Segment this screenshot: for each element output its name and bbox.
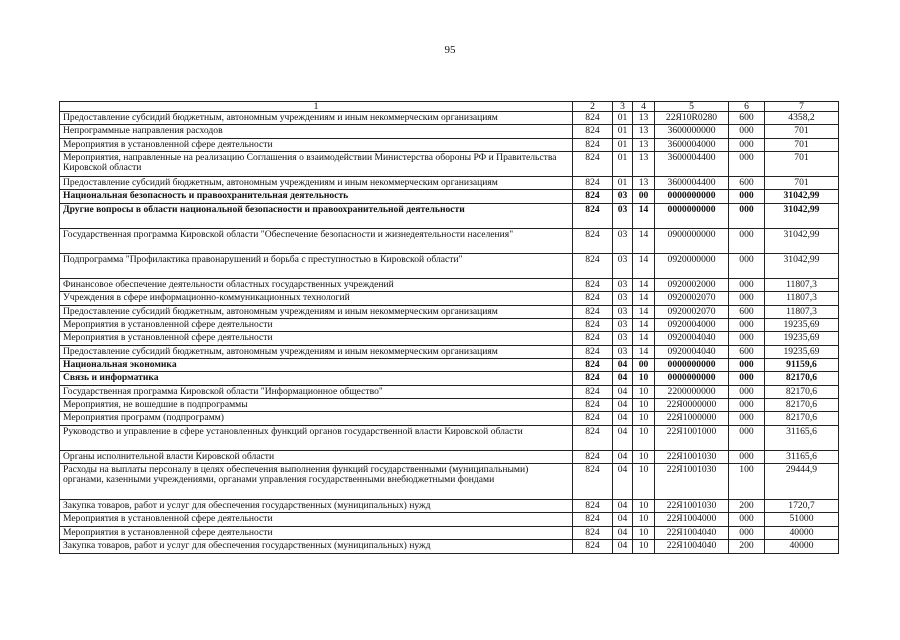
column-header: 7 xyxy=(765,102,839,112)
row-target-cell: 0000000000 xyxy=(655,372,729,385)
row-type-cell: 200 xyxy=(729,540,765,553)
row-type-cell: 000 xyxy=(729,190,765,203)
row-type-cell: 600 xyxy=(729,345,765,358)
row-subsection-cell: 10 xyxy=(633,450,655,463)
row-name-cell: Непрограммные направления расходов xyxy=(60,125,573,138)
row-section-cell: 01 xyxy=(613,152,633,177)
row-target-cell: 22Я1004040 xyxy=(655,540,729,553)
table-row xyxy=(60,278,839,291)
row-section-cell: 03 xyxy=(613,190,633,203)
row-subsection-cell: 14 xyxy=(633,228,655,253)
row-amount-cell: 11807,3 xyxy=(765,292,839,305)
table-row xyxy=(60,464,839,500)
row-type-cell: 000 xyxy=(729,125,765,138)
row-target-cell: 22Я1001030 xyxy=(655,450,729,463)
row-type-cell: 000 xyxy=(729,385,765,398)
row-target-cell: 3600004400 xyxy=(655,152,729,177)
row-section-cell: 03 xyxy=(613,203,633,228)
row-type-cell: 600 xyxy=(729,305,765,318)
row-name-cell: Закупка товаров, работ и услуг для обеспечения государственных (муниципальных) нужд xyxy=(60,500,573,513)
row-subsection-cell: 13 xyxy=(633,112,655,125)
row-section-cell: 04 xyxy=(613,385,633,398)
row-target-cell: 22Я1001030 xyxy=(655,500,729,513)
row-amount-cell: 82170,6 xyxy=(765,399,839,412)
column-header: 4 xyxy=(633,102,655,112)
row-subsection-cell: 10 xyxy=(633,500,655,513)
row-target-cell: 0000000000 xyxy=(655,358,729,371)
row-target-cell: 3600004000 xyxy=(655,138,729,151)
table-row xyxy=(60,526,839,539)
row-code-cell: 824 xyxy=(573,305,613,318)
row-type-cell: 600 xyxy=(729,112,765,125)
row-subsection-cell: 10 xyxy=(633,540,655,553)
row-type-cell: 000 xyxy=(729,412,765,425)
row-code-cell: 824 xyxy=(573,138,613,151)
row-section-cell: 04 xyxy=(613,399,633,412)
table-row xyxy=(60,540,839,553)
row-target-cell: 0000000000 xyxy=(655,190,729,203)
row-code-cell: 824 xyxy=(573,540,613,553)
row-section-cell: 01 xyxy=(613,138,633,151)
row-code-cell: 824 xyxy=(573,228,613,253)
row-subsection-cell: 14 xyxy=(633,305,655,318)
row-target-cell: 0920004000 xyxy=(655,318,729,331)
row-code-cell: 824 xyxy=(573,464,613,500)
row-section-cell: 04 xyxy=(613,540,633,553)
table-row xyxy=(60,125,839,138)
row-target-cell: 22Я1001000 xyxy=(655,425,729,450)
row-subsection-cell: 14 xyxy=(633,292,655,305)
row-code-cell: 824 xyxy=(573,332,613,345)
row-subsection-cell: 10 xyxy=(633,513,655,526)
row-section-cell: 03 xyxy=(613,292,633,305)
row-target-cell: 22Я1000000 xyxy=(655,412,729,425)
row-code-cell: 824 xyxy=(573,190,613,203)
row-subsection-cell: 00 xyxy=(633,190,655,203)
column-header: 5 xyxy=(655,102,729,112)
row-type-cell: 600 xyxy=(729,177,765,190)
row-code-cell: 824 xyxy=(573,450,613,463)
row-amount-cell: 19235,69 xyxy=(765,332,839,345)
row-name-cell: Мероприятия, направленные на реализацию Соглашения о взаимодействии Министерства обороны РФ и Правительства Кировской области xyxy=(60,152,573,177)
row-section-cell: 04 xyxy=(613,412,633,425)
row-type-cell: 000 xyxy=(729,278,765,291)
row-name-cell: Учреждения в сфере информационно-коммуникационных технологий xyxy=(60,292,573,305)
row-amount-cell: 19235,69 xyxy=(765,318,839,331)
row-subsection-cell: 10 xyxy=(633,526,655,539)
column-header: 2 xyxy=(573,102,613,112)
table-row xyxy=(60,345,839,358)
row-code-cell: 824 xyxy=(573,345,613,358)
row-code-cell: 824 xyxy=(573,112,613,125)
row-type-cell: 000 xyxy=(729,152,765,177)
row-amount-cell: 31042,99 xyxy=(765,190,839,203)
table-row xyxy=(60,450,839,463)
row-name-cell: Мероприятия в установленной сфере деятельности xyxy=(60,138,573,151)
row-section-cell: 03 xyxy=(613,228,633,253)
row-name-cell: Предоставление субсидий бюджетным, автономным учреждениям и иным некоммерческим организациям xyxy=(60,112,573,125)
row-subsection-cell: 13 xyxy=(633,152,655,177)
row-amount-cell: 91159,6 xyxy=(765,358,839,371)
row-target-cell: 22Я0000000 xyxy=(655,399,729,412)
row-code-cell: 824 xyxy=(573,385,613,398)
row-target-cell: 2200000000 xyxy=(655,385,729,398)
row-amount-cell: 31042,99 xyxy=(765,228,839,253)
row-section-cell: 03 xyxy=(613,332,633,345)
row-amount-cell: 82170,6 xyxy=(765,412,839,425)
row-subsection-cell: 14 xyxy=(633,332,655,345)
row-subsection-cell: 14 xyxy=(633,253,655,278)
row-amount-cell: 4358,2 xyxy=(765,112,839,125)
row-subsection-cell: 13 xyxy=(633,125,655,138)
row-type-cell: 000 xyxy=(729,513,765,526)
row-target-cell: 0920000000 xyxy=(655,253,729,278)
table-row xyxy=(60,203,839,228)
row-amount-cell: 82170,6 xyxy=(765,385,839,398)
row-name-cell: Предоставление субсидий бюджетным, автономным учреждениям и иным некоммерческим организациям xyxy=(60,177,573,190)
row-name-cell: Руководство и управление в сфере установленных функций органов государственной власти Кировской области xyxy=(60,425,573,450)
row-subsection-cell: 00 xyxy=(633,358,655,371)
row-amount-cell: 31042,99 xyxy=(765,203,839,228)
row-subsection-cell: 14 xyxy=(633,203,655,228)
row-section-cell: 01 xyxy=(613,177,633,190)
row-subsection-cell: 14 xyxy=(633,278,655,291)
row-section-cell: 04 xyxy=(613,500,633,513)
table-row xyxy=(60,190,839,203)
row-amount-cell: 701 xyxy=(765,177,839,190)
row-target-cell: 0920004040 xyxy=(655,332,729,345)
row-code-cell: 824 xyxy=(573,500,613,513)
row-amount-cell: 31042,99 xyxy=(765,253,839,278)
row-code-cell: 824 xyxy=(573,425,613,450)
row-name-cell: Предоставление субсидий бюджетным, автономным учреждениям и иным некоммерческим организациям xyxy=(60,305,573,318)
row-target-cell: 0000000000 xyxy=(655,203,729,228)
table-row xyxy=(60,500,839,513)
row-amount-cell: 40000 xyxy=(765,540,839,553)
row-amount-cell: 51000 xyxy=(765,513,839,526)
table-row xyxy=(60,177,839,190)
row-target-cell: 0900000000 xyxy=(655,228,729,253)
row-name-cell: Мероприятия в установленной сфере деятельности xyxy=(60,513,573,526)
row-subsection-cell: 10 xyxy=(633,425,655,450)
table-row xyxy=(60,112,839,125)
row-target-cell: 0920002070 xyxy=(655,305,729,318)
column-header: 3 xyxy=(613,102,633,112)
row-amount-cell: 31165,6 xyxy=(765,450,839,463)
row-target-cell: 3600004400 xyxy=(655,177,729,190)
row-type-cell: 000 xyxy=(729,526,765,539)
row-code-cell: 824 xyxy=(573,125,613,138)
row-target-cell: 22Я1004000 xyxy=(655,513,729,526)
table-row xyxy=(60,305,839,318)
row-code-cell: 824 xyxy=(573,372,613,385)
row-subsection-cell: 10 xyxy=(633,464,655,500)
table-row xyxy=(60,228,839,253)
row-amount-cell: 29444,9 xyxy=(765,464,839,500)
table-row xyxy=(60,253,839,278)
row-type-cell: 100 xyxy=(729,464,765,500)
row-name-cell: Органы исполнительной власти Кировской области xyxy=(60,450,573,463)
row-type-cell: 000 xyxy=(729,292,765,305)
row-code-cell: 824 xyxy=(573,526,613,539)
row-code-cell: 824 xyxy=(573,292,613,305)
row-code-cell: 824 xyxy=(573,399,613,412)
row-amount-cell: 31165,6 xyxy=(765,425,839,450)
table-row xyxy=(60,152,839,177)
row-section-cell: 01 xyxy=(613,112,633,125)
row-code-cell: 824 xyxy=(573,318,613,331)
row-type-cell: 000 xyxy=(729,203,765,228)
row-code-cell: 824 xyxy=(573,152,613,177)
row-code-cell: 824 xyxy=(573,177,613,190)
header-row xyxy=(60,102,839,112)
table-row xyxy=(60,358,839,371)
row-amount-cell: 701 xyxy=(765,138,839,151)
row-amount-cell: 1720,7 xyxy=(765,500,839,513)
table-row xyxy=(60,332,839,345)
row-name-cell: Государственная программа Кировской области "Обеспечение безопасности и жизнедеятельности населения" xyxy=(60,228,573,253)
row-type-cell: 000 xyxy=(729,138,765,151)
row-subsection-cell: 14 xyxy=(633,318,655,331)
row-type-cell: 000 xyxy=(729,372,765,385)
table-row xyxy=(60,412,839,425)
table-row xyxy=(60,385,839,398)
row-name-cell: Мероприятия в установленной сфере деятельности xyxy=(60,318,573,331)
row-type-cell: 000 xyxy=(729,450,765,463)
row-section-cell: 04 xyxy=(613,425,633,450)
row-subsection-cell: 13 xyxy=(633,177,655,190)
table-row xyxy=(60,513,839,526)
row-amount-cell: 11807,3 xyxy=(765,305,839,318)
row-name-cell: Мероприятия, не вошедшие в подпрограммы xyxy=(60,399,573,412)
row-section-cell: 03 xyxy=(613,345,633,358)
row-target-cell: 22Я1001030 xyxy=(655,464,729,500)
row-section-cell: 03 xyxy=(613,253,633,278)
row-name-cell: Закупка товаров, работ и услуг для обеспечения государственных (муниципальных) нужд xyxy=(60,540,573,553)
row-code-cell: 824 xyxy=(573,412,613,425)
row-type-cell: 000 xyxy=(729,399,765,412)
page-number: 95 xyxy=(444,44,456,56)
row-name-cell: Подпрограмма "Профилактика правонарушений и борьба с преступностью в Кировской области" xyxy=(60,253,573,278)
row-name-cell: Финансовое обеспечение деятельности областных государственных учреждений xyxy=(60,278,573,291)
row-target-cell: 0920002000 xyxy=(655,278,729,291)
budget-table xyxy=(59,101,839,554)
row-type-cell: 000 xyxy=(729,358,765,371)
row-name-cell: Мероприятия в установленной сфере деятельности xyxy=(60,332,573,345)
column-header: 1 xyxy=(60,102,573,112)
row-subsection-cell: 10 xyxy=(633,412,655,425)
row-name-cell: Другие вопросы в области национальной безопасности и правоохранительной деятельности xyxy=(60,203,573,228)
row-type-cell: 000 xyxy=(729,253,765,278)
table-row xyxy=(60,318,839,331)
row-section-cell: 03 xyxy=(613,305,633,318)
row-name-cell: Национальная экономика xyxy=(60,358,573,371)
table-row xyxy=(60,399,839,412)
row-amount-cell: 701 xyxy=(765,125,839,138)
table-row xyxy=(60,425,839,450)
row-section-cell: 04 xyxy=(613,358,633,371)
table-row xyxy=(60,372,839,385)
row-name-cell: Государственная программа Кировской области "Информационное общество" xyxy=(60,385,573,398)
table-row xyxy=(60,292,839,305)
table-row xyxy=(60,138,839,151)
row-type-cell: 000 xyxy=(729,228,765,253)
row-name-cell: Мероприятия программ (подпрограмм) xyxy=(60,412,573,425)
row-code-cell: 824 xyxy=(573,253,613,278)
column-header: 6 xyxy=(729,102,765,112)
row-amount-cell: 11807,3 xyxy=(765,278,839,291)
row-code-cell: 824 xyxy=(573,278,613,291)
row-target-cell: 3600000000 xyxy=(655,125,729,138)
row-name-cell: Мероприятия в установленной сфере деятельности xyxy=(60,526,573,539)
row-target-cell: 0920004040 xyxy=(655,345,729,358)
row-section-cell: 04 xyxy=(613,450,633,463)
row-section-cell: 04 xyxy=(613,464,633,500)
row-name-cell: Связь и информатика xyxy=(60,372,573,385)
row-section-cell: 04 xyxy=(613,513,633,526)
row-amount-cell: 701 xyxy=(765,152,839,177)
row-code-cell: 824 xyxy=(573,513,613,526)
row-code-cell: 824 xyxy=(573,358,613,371)
row-section-cell: 03 xyxy=(613,278,633,291)
row-subsection-cell: 13 xyxy=(633,138,655,151)
row-subsection-cell: 14 xyxy=(633,345,655,358)
row-amount-cell: 40000 xyxy=(765,526,839,539)
row-name-cell: Предоставление субсидий бюджетным, автономным учреждениям и иным некоммерческим организациям xyxy=(60,345,573,358)
row-section-cell: 01 xyxy=(613,125,633,138)
row-subsection-cell: 10 xyxy=(633,399,655,412)
row-name-cell: Расходы на выплаты персоналу в целях обеспечения выполнения функций государственными (муниципальными) органами, казенными учреждениями, органами управления государственными внебюджетными фондами xyxy=(60,464,573,500)
row-section-cell: 04 xyxy=(613,372,633,385)
row-section-cell: 04 xyxy=(613,526,633,539)
row-section-cell: 03 xyxy=(613,318,633,331)
row-target-cell: 22Я10R0280 xyxy=(655,112,729,125)
row-type-cell: 000 xyxy=(729,318,765,331)
row-amount-cell: 82170,6 xyxy=(765,372,839,385)
row-target-cell: 0920002070 xyxy=(655,292,729,305)
row-type-cell: 000 xyxy=(729,332,765,345)
row-subsection-cell: 10 xyxy=(633,385,655,398)
row-target-cell: 22Я1004040 xyxy=(655,526,729,539)
row-amount-cell: 19235,69 xyxy=(765,345,839,358)
row-type-cell: 200 xyxy=(729,500,765,513)
row-code-cell: 824 xyxy=(573,203,613,228)
row-type-cell: 000 xyxy=(729,425,765,450)
row-name-cell: Национальная безопасность и правоохранительная деятельность xyxy=(60,190,573,203)
row-subsection-cell: 10 xyxy=(633,372,655,385)
